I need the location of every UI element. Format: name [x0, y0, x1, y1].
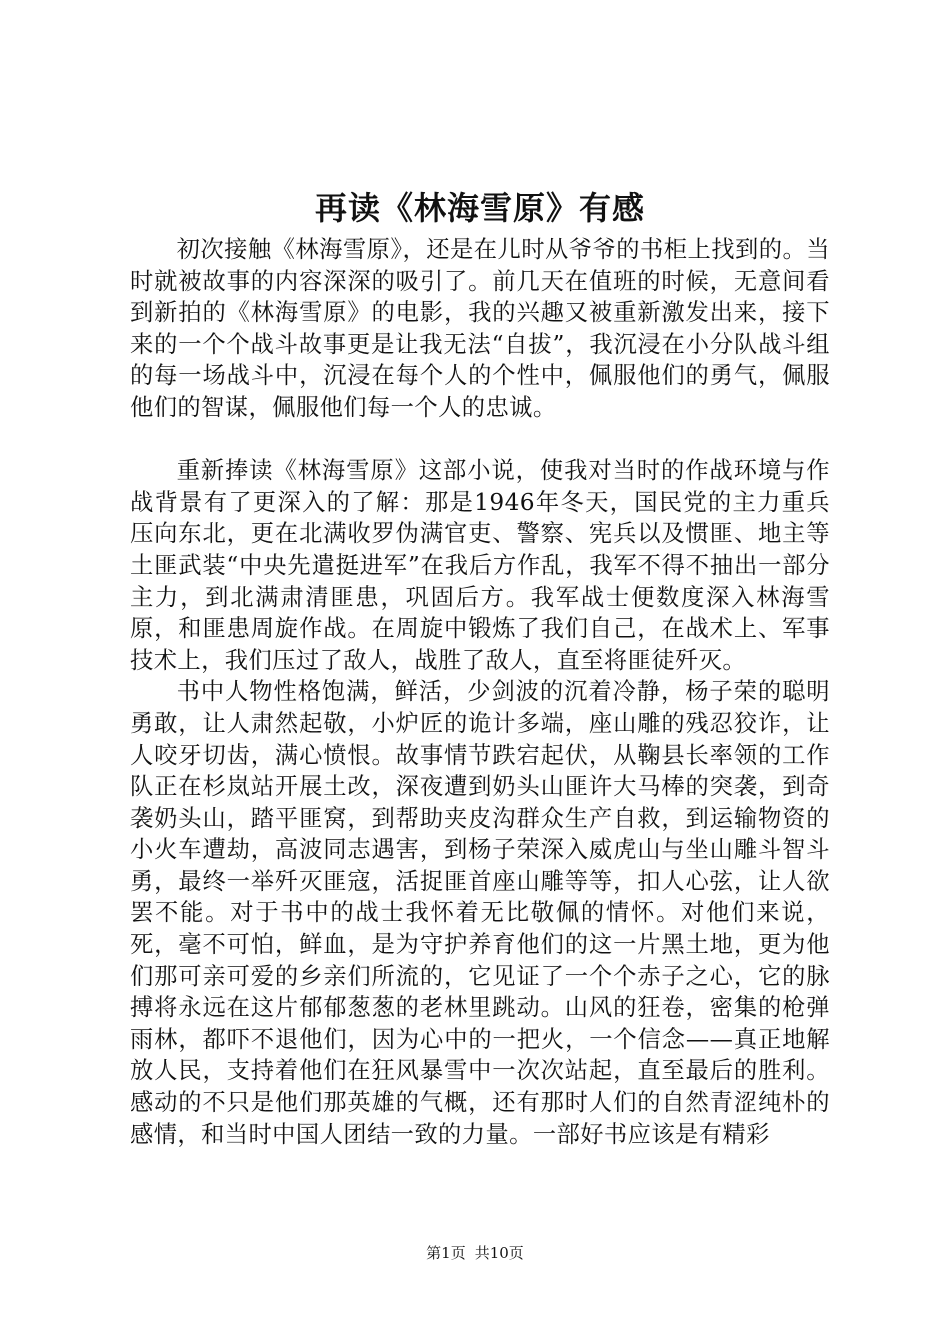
page-number: 第1页 — [426, 1244, 466, 1262]
paragraph-spacer — [130, 424, 830, 456]
paragraph-1: 初次接触《林海雪原》，还是在儿时从爷爷的书柜上找到的。当时就被故事的内容深深的吸引了。前几天在值班的时候，无意间看到新拍的《林海雪原》的电影，我的兴趣又被重新激发出来，接下来的一个个战斗故事更是让我无法“自拔”，我沉浸在小分队战斗组的每一场战斗中，沉浸在每个人的个性中，佩服他们的勇气，佩服他们的智谋，佩服他们每一个人的忠诚。 — [130, 236, 830, 421]
page-total: 共10页 — [474, 1244, 524, 1262]
document-body — [130, 234, 830, 1150]
paragraph-3: 书中人物性格饱满，鲜活，少剑波的沉着冷静，杨子荣的聪明勇敢，让人肃然起敬，小炉匠的诡计多端，座山雕的残忍狡诈，让人咬牙切齿，满心愤恨。故事情节跌宕起伏，从鞠县长率领的工作队正在杉岚站开展土改，深夜遭到奶头山匪许大马棒的突袭，到奇袭奶头山，踏平匪窝，到帮助夹皮沟群众生产自救，到运输物资的小火车遭劫，高波同志遇害，到杨子荣深入威虎山与坐山雕斗智斗勇，最终一举歼灭匪寇，活捉匪首座山雕等等，扣人心弦，让人欲罢不能。对于书中的战士我怀着无比敬佩的情怀。对他们来说，死，毫不可怕，鲜血，是为守护养育他们的这一片黑土地，更为他们那可亲可爱的乡亲们所流的，它见证了一个个赤子之心，它的脉搏将永远在这片郁郁葱葱的老林里跳动。山风的狂卷，密集的枪弹雨林，都吓不退他们，因为心中的一把火，一个信念——真正地解放人民，支持着他们在狂风暴雪中一次次站起，直至最后的胜利。感动的不只是他们那英雄的气概，还有那时人们的自然青涩纯朴的感情，和当时中国人团结一致的力量。一部好书应该是有精彩 — [130, 678, 830, 1148]
document-title: 再读《林海雪原》有感 — [314, 189, 645, 227]
page-footer — [0, 1243, 950, 1263]
paragraph-2: 重新捧读《林海雪原》这部小说，使我对当时的作战环境与作战背景有了更深入的了解：那是1946年冬天，国民党的主力重兵压向东北，更在北满收罗伪满官吏、警察、宪兵以及惯匪、地主等土匪武装“中央先遣挺进军”在我后方作乱，我军不得不抽出一部分主力，到北满肃清匪患，巩固后方。我军战士便数度深入林海雪原，和匪患周旋作战。在周旋中锻炼了我们自己，在战术上、军事技术上，我们压过了敌人，战胜了敌人，直至将匪徒歼灭。 — [130, 457, 830, 674]
